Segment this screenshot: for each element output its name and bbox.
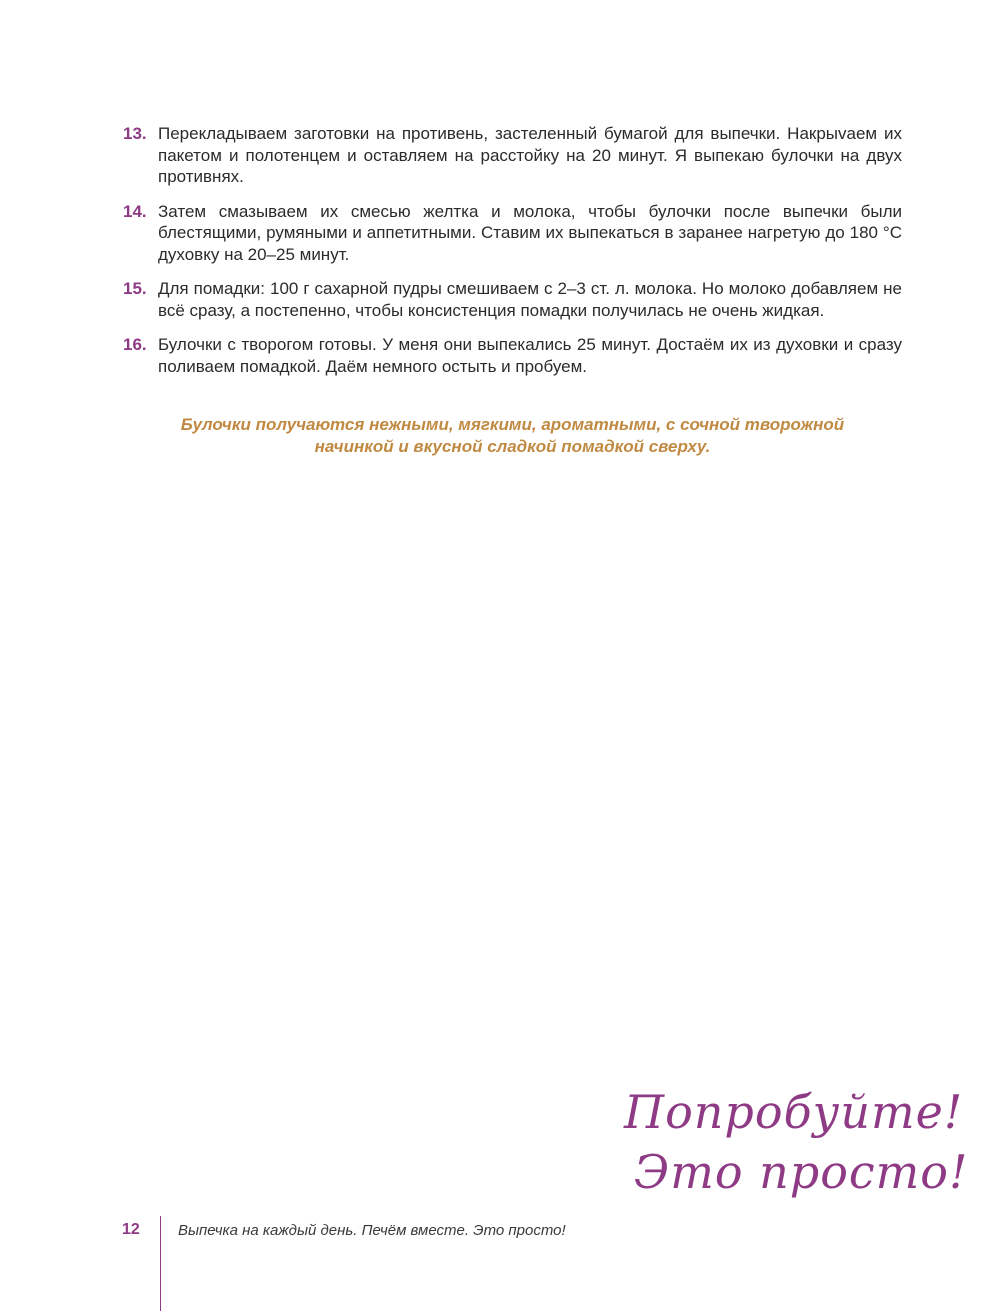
step-number: 14. bbox=[123, 201, 147, 221]
slogan-line-1: Попробуйте! bbox=[624, 1085, 964, 1139]
recipe-step bbox=[123, 201, 902, 266]
handwritten-slogan bbox=[612, 1070, 969, 1220]
recipe-summary bbox=[123, 414, 902, 457]
footer-divider bbox=[160, 1216, 161, 1311]
page-number: 12 bbox=[122, 1221, 140, 1238]
step-number: 16. bbox=[123, 335, 147, 354]
step-number: 15. bbox=[123, 279, 147, 298]
summary-line: начинкой и вкусной сладкой помадкой сверху. bbox=[314, 436, 711, 456]
recipe-step bbox=[123, 334, 902, 377]
summary-line: Булочки получаются нежными, мягкими, ароматными, с сочной творожной bbox=[180, 415, 845, 434]
running-title: Выпечка на каждый день. Печём вместе. Это просто! bbox=[178, 1222, 566, 1239]
recipe-steps bbox=[123, 123, 902, 390]
handwriting-svg bbox=[612, 1070, 969, 1220]
recipe-step bbox=[123, 123, 902, 188]
step-text: Булочки с творогом готовы. У меня они выпекались 25 минут. Достаём их из духовки и сразу поливаем помадкой. Даём немного остыть и пробуем. bbox=[158, 335, 902, 376]
step-text: Затем смазываем их смесью желтка и молока, чтобы булочки после выпечки были блестящими, румяными и аппетитными. Ставим их выпекаться в заранее нагретую до 180 °С духовку на 20–25 минут. bbox=[158, 201, 902, 264]
step-text: Для помадки: 100 г сахарной пудры смешиваем с 2–3 ст. л. молока. Но молоко добавляем не всё сразу, а постепенно, чтобы консистенция помадки получилась не очень жидкая. bbox=[158, 279, 902, 320]
step-text: Перекладываем заготовки на противень, застеленный бумагой для выпечки. Накрыvаем их пакетом и полотенцем и оставляем на расстойку на 20 минут. Я выпекаю булочки на двух противнях. bbox=[158, 124, 902, 186]
recipe-step bbox=[123, 278, 902, 321]
step-number: 13. bbox=[123, 124, 147, 143]
slogan-line-2: Это просто! bbox=[634, 1145, 969, 1199]
